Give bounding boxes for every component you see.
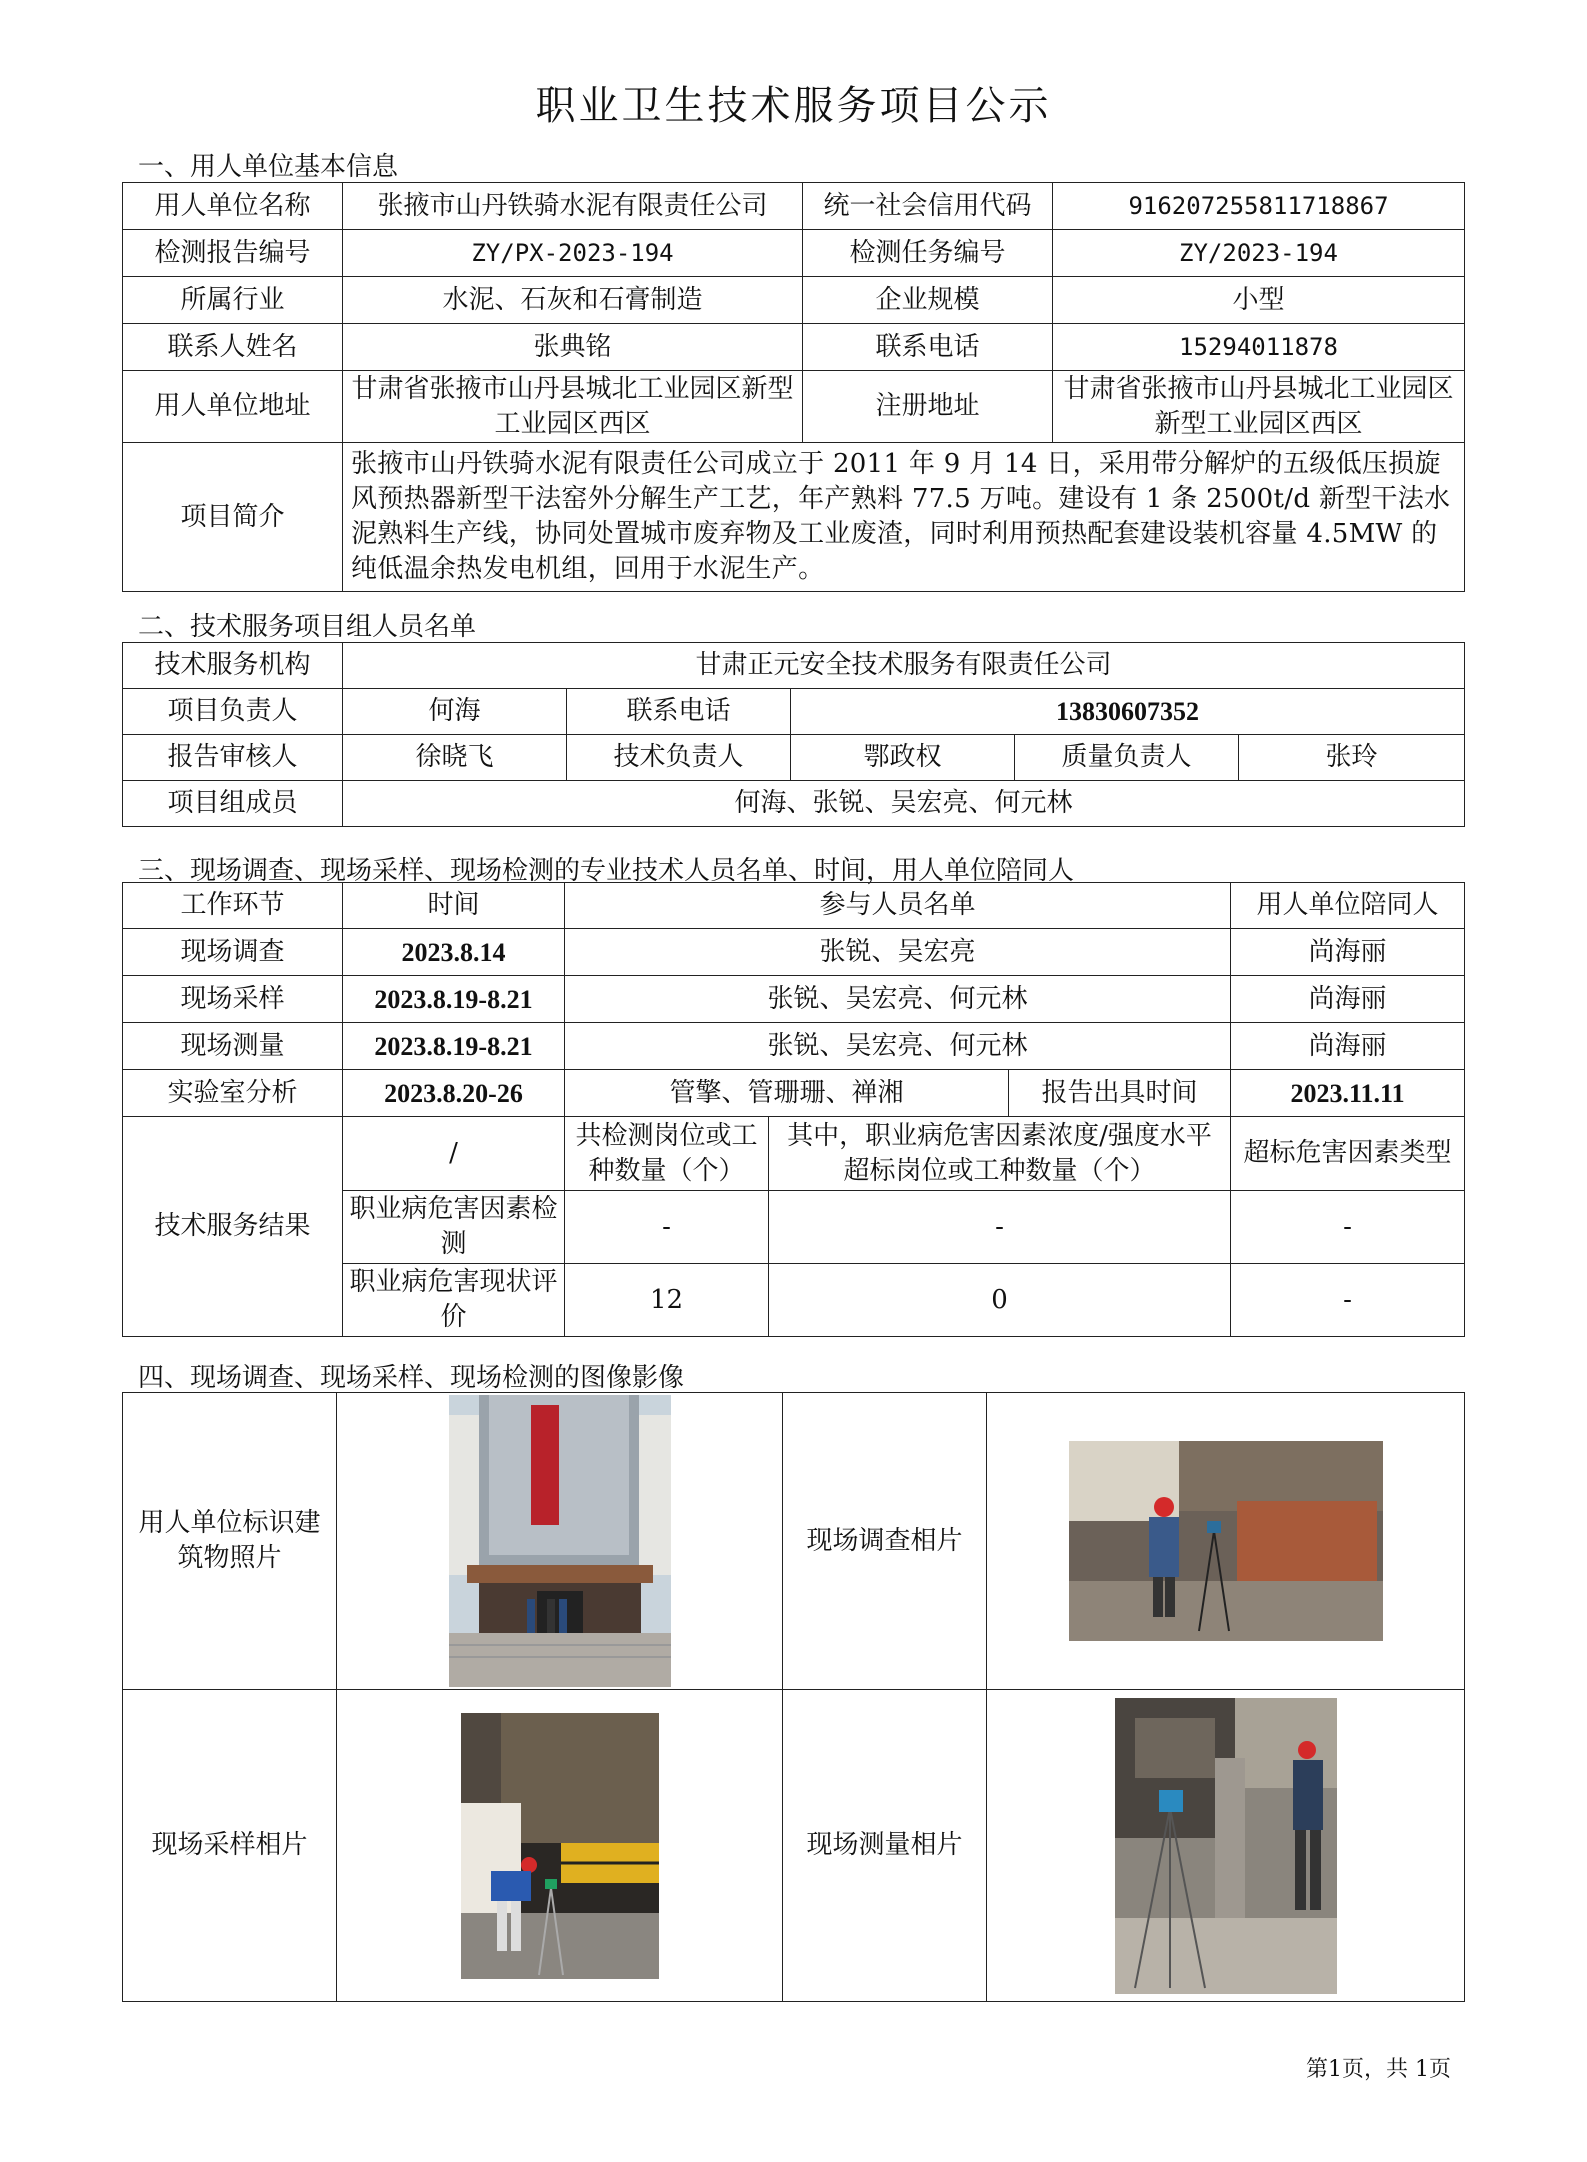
photo3-label: 现场采样相片	[123, 1690, 337, 2002]
escort-cell: 尚海丽	[1231, 976, 1465, 1023]
industry-value: 水泥、石灰和石膏制造	[343, 277, 803, 324]
people-cell: 张锐、吴宏亮	[565, 929, 1231, 976]
task-no-value: ZY/2023-194	[1053, 230, 1465, 277]
section4-heading: 四、现场调查、现场采样、现场检测的图像影像	[138, 1363, 685, 1393]
phone-label: 联系电话	[803, 324, 1053, 371]
result-exceed: -	[769, 1191, 1231, 1264]
lab-stage: 实验室分析	[123, 1070, 343, 1117]
page-title: 职业卫生技术服务项目公示	[535, 83, 1052, 129]
table-row	[123, 1023, 1465, 1070]
page-footer: 第1页，共 1页	[1306, 2057, 1451, 2082]
org-label: 技术服务机构	[123, 643, 343, 689]
reviewer-label: 报告审核人	[123, 735, 343, 781]
photo4-label: 现场测量相片	[783, 1690, 987, 2002]
quality-label: 质量负责人	[1015, 735, 1239, 781]
stage-cell: 现场调查	[123, 929, 343, 976]
photo2-label: 现场调查相片	[783, 1393, 987, 1690]
reviewer-value: 徐晓飞	[343, 735, 567, 781]
report-time-label: 报告出具时间	[1009, 1070, 1231, 1117]
header-escort: 用人单位陪同人	[1231, 883, 1465, 929]
measurement-photo	[1115, 1698, 1337, 1994]
phone-value: 15294011878	[1053, 324, 1465, 371]
header-people: 参与人员名单	[565, 883, 1231, 929]
tech-value: 鄂政权	[791, 735, 1015, 781]
header-stage: 工作环节	[123, 883, 343, 929]
section3-heading: 三、现场调查、现场采样、现场检测的专业技术人员名单、时间，用人单位陪同人	[138, 856, 1075, 886]
result-header-blank: /	[343, 1117, 565, 1191]
leader-value: 何海	[343, 689, 567, 735]
result-type: -	[1231, 1191, 1465, 1264]
company-value: 张掖市山丹铁骑水泥有限责任公司	[343, 183, 803, 230]
intro-label: 项目简介	[123, 443, 343, 592]
time-cell: 2023.8.19-8.21	[343, 1023, 565, 1070]
people-cell: 张锐、吴宏亮、何元林	[565, 1023, 1231, 1070]
time-cell: 2023.8.14	[343, 929, 565, 976]
address-value: 甘肃省张掖市山丹县城北工业园区新型工业园区西区	[343, 371, 803, 443]
team-table	[122, 642, 1465, 827]
result-header-exceed: 其中，职业病危害因素浓度/强度水平超标岗位或工种数量（个）	[769, 1117, 1231, 1191]
scale-value: 小型	[1053, 277, 1465, 324]
reg-address-value: 甘肃省张掖市山丹县城北工业园区新型工业园区西区	[1053, 371, 1465, 443]
team-phone-label: 联系电话	[567, 689, 791, 735]
section2-heading: 二、技术服务项目组人员名单	[138, 612, 477, 642]
contact-value: 张典铭	[343, 324, 803, 371]
tech-label: 技术负责人	[567, 735, 791, 781]
result-header-count: 共检测岗位或工种数量（个）	[565, 1117, 769, 1191]
lab-time: 2023.8.20-26	[343, 1070, 565, 1117]
photos-table	[122, 1392, 1465, 2002]
escort-cell: 尚海丽	[1231, 929, 1465, 976]
result-label: 技术服务结果	[123, 1117, 343, 1337]
photo1-label: 用人单位标识建筑物照片	[123, 1393, 337, 1690]
report-no-label: 检测报告编号	[123, 230, 343, 277]
building-photo	[449, 1395, 671, 1687]
scale-label: 企业规模	[803, 277, 1053, 324]
header-time: 时间	[343, 883, 565, 929]
report-no-value: ZY/PX-2023-194	[343, 230, 803, 277]
intro-value: 张掖市山丹铁骑水泥有限责任公司成立于 2011 年 9 月 14 日，采用带分解炉的五级低压损旋风预热器新型干法窑外分解生产工艺，年产熟料 77.5 万吨。建设有 1 条 2500t/d 新型干法水泥熟料生产线，协同处置城市废弃物及工业废渣，同时利用预热配套建设装机容量 4.5MW 的纯低温余热发电机组，回用于水泥生产。	[343, 443, 1465, 592]
stage-cell: 现场采样	[123, 976, 343, 1023]
lab-people: 管擎、管珊珊、禅湘	[565, 1070, 1009, 1117]
task-no-label: 检测任务编号	[803, 230, 1053, 277]
survey-photo	[1069, 1441, 1383, 1641]
report-time-value: 2023.11.11	[1231, 1070, 1465, 1117]
result-header-type: 超标危害因素类型	[1231, 1117, 1465, 1191]
result-type: -	[1231, 1264, 1465, 1337]
sampling-photo	[461, 1713, 659, 1979]
members-value: 何海、张锐、吴宏亮、何元林	[343, 781, 1465, 827]
result-count: -	[565, 1191, 769, 1264]
quality-value: 张玲	[1239, 735, 1465, 781]
table-row	[123, 976, 1465, 1023]
credit-value: 916207255811718867	[1053, 183, 1465, 230]
org-value: 甘肃正元安全技术服务有限责任公司	[343, 643, 1465, 689]
section1-heading: 一、用人单位基本信息	[138, 152, 399, 182]
company-label: 用人单位名称	[123, 183, 343, 230]
reg-address-label: 注册地址	[803, 371, 1053, 443]
result-count: 12	[565, 1264, 769, 1337]
escort-cell: 尚海丽	[1231, 1023, 1465, 1070]
contact-label: 联系人姓名	[123, 324, 343, 371]
time-cell: 2023.8.19-8.21	[343, 976, 565, 1023]
result-name: 职业病危害现状评价	[343, 1264, 565, 1337]
basic-info-table	[122, 182, 1465, 592]
stage-cell: 现场测量	[123, 1023, 343, 1070]
team-phone-value: 13830607352	[791, 689, 1465, 735]
credit-label: 统一社会信用代码	[803, 183, 1053, 230]
address-label: 用人单位地址	[123, 371, 343, 443]
result-name: 职业病危害因素检测	[343, 1191, 565, 1264]
result-exceed: 0	[769, 1264, 1231, 1337]
leader-label: 项目负责人	[123, 689, 343, 735]
table-row	[123, 929, 1465, 976]
members-label: 项目组成员	[123, 781, 343, 827]
people-cell: 张锐、吴宏亮、何元林	[565, 976, 1231, 1023]
survey-table	[122, 882, 1465, 1337]
industry-label: 所属行业	[123, 277, 343, 324]
